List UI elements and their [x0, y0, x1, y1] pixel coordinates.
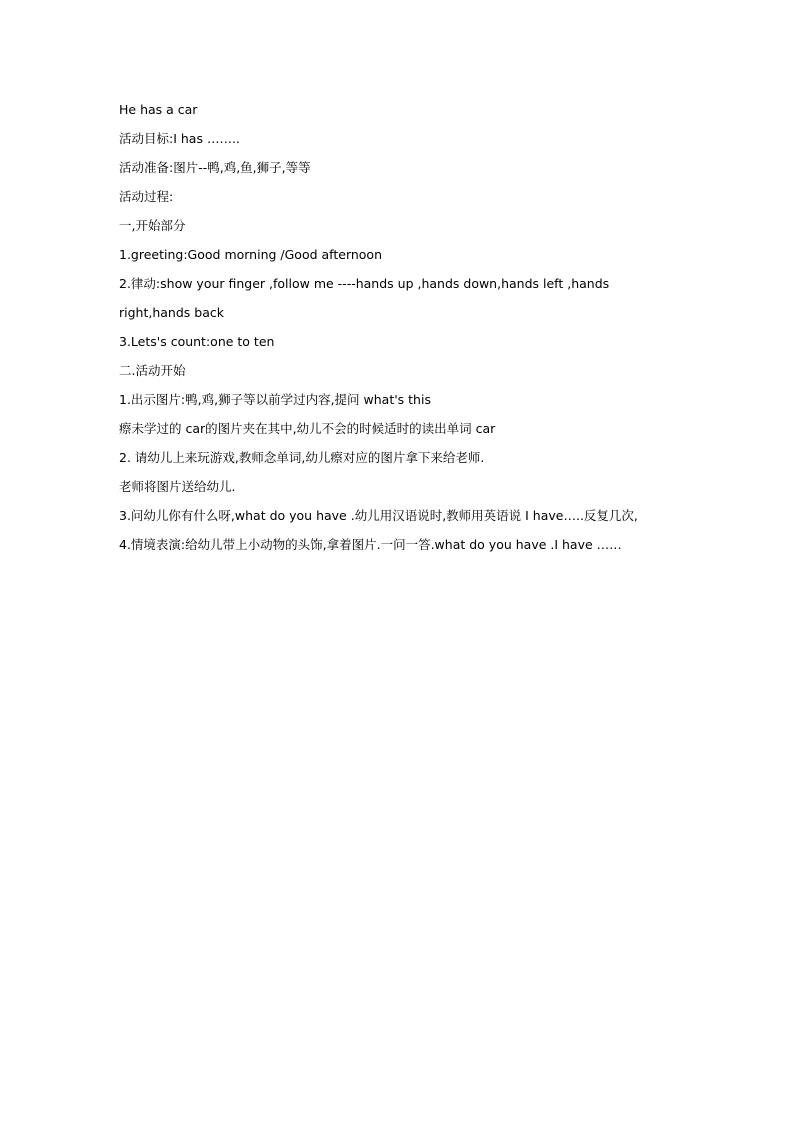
section-one-heading: 一,开始部分 [119, 218, 186, 233]
step-game: 2. 请幼儿上来玩游戏,教师念单词,幼儿瘵对应的图片拿下来给老师. [119, 450, 485, 465]
activity-preparation: 活动准备:图片--鸭,鸡,鱼,狮子,等等 [119, 160, 311, 175]
step-question: 3.问幼儿你有什么呀,what do you have .幼儿用汉语说时,教师用英语说 I have…..反复几次, [119, 508, 638, 523]
document-body [119, 101, 679, 565]
step-rhythm-continued: right,hands back [119, 305, 224, 320]
step-show-pictures: 1.出示图片:鸭,鸡,狮子等以前学过内容,提问 what's this [119, 392, 431, 407]
activity-process-heading: 活动过程: [119, 189, 174, 204]
step-rhythm: 2.律动:show your finger ,follow me ----hands up ,hands down,hands left ,hands [119, 276, 610, 291]
step-role-play: 4.情境表演:给幼儿带上小动物的头饰,拿着图片.一问一答.what do you have .I have …… [119, 537, 622, 552]
section-two-heading: 二.活动开始 [119, 363, 186, 378]
step-greeting: 1.greeting:Good morning /Good afternoon [119, 247, 383, 262]
step-show-pictures-continued: 瘵未学过的 car的图片夹在其中,幼儿不会的时候适时的读出单词 car [119, 421, 496, 436]
step-game-continued: 老师将图片送给幼儿. [119, 479, 236, 494]
activity-goal: 活动目标:I has …….. [119, 131, 240, 146]
lesson-title: He has a car [119, 102, 198, 117]
step-count: 3.Lets's count:one to ten [119, 334, 275, 349]
